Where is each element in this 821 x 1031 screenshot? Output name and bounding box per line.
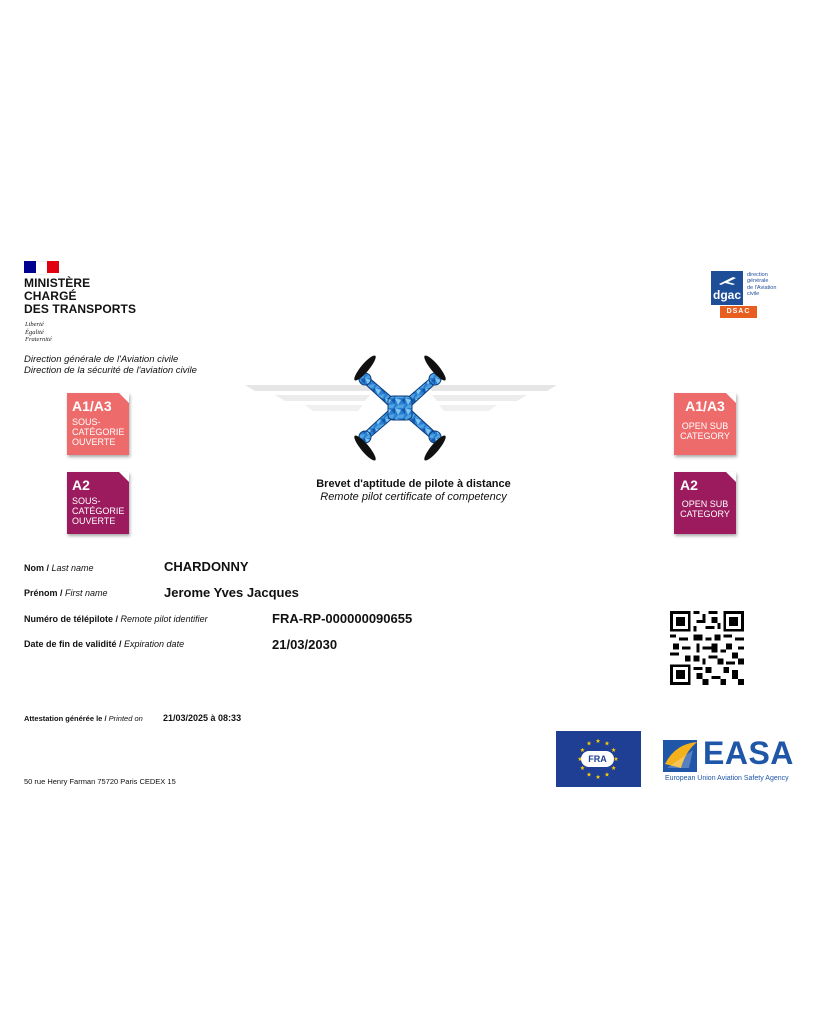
french-flag-logo [24, 261, 59, 273]
badge-text [674, 421, 736, 441]
label-en: Expiration date [124, 639, 185, 649]
badge-line: CATEGORY [680, 431, 730, 441]
badge-a1a3-en [674, 393, 736, 455]
dgac-side-text [747, 272, 776, 297]
easa-subtitle: European Union Aviation Safety Agency [665, 775, 789, 782]
dgac-logo-text: dgac [712, 288, 741, 302]
eu-star [611, 766, 616, 770]
eu-star [605, 741, 610, 745]
label-fr: Prénom / [24, 588, 66, 598]
label-en: Last name [51, 563, 94, 573]
ministry-line-3: DES TRANSPORTS [24, 302, 137, 316]
qr-code [670, 611, 744, 685]
label-fr: Attestation générée le / [24, 714, 109, 723]
badge-line: CATÉGORIE [72, 427, 125, 437]
badge-code: A1/A3 [72, 398, 112, 414]
label-en: First name [65, 588, 108, 598]
badge-code: A1/A3 [685, 398, 725, 414]
dgac-side-line: générale [747, 278, 769, 285]
dsac-label: DSAC [720, 306, 757, 318]
badge-line: OUVERTE [72, 516, 116, 526]
printed-on-label [24, 714, 143, 723]
eu-star [596, 775, 601, 779]
directorate-names [24, 355, 197, 376]
ministry-name [24, 277, 136, 316]
printed-on-value: 21/03/2025 à 08:33 [163, 713, 242, 723]
pilot-id-value: FRA-RP-000000090655 [272, 611, 413, 626]
eu-star [614, 757, 619, 761]
dgac-side-line: civile [747, 290, 760, 297]
fra-country-code: FRA [581, 751, 614, 767]
badge-line: CATEGORY [680, 509, 730, 519]
badge-code: A2 [680, 477, 698, 493]
label-fr: Nom / [24, 563, 52, 573]
ministry-line-1: MINISTÈRE [24, 276, 91, 290]
eu-star [587, 741, 592, 745]
label-fr: Numéro de télépilote / [24, 614, 121, 624]
first-name-value: Jerome Yves Jacques [164, 585, 299, 600]
pilot-id-label [24, 614, 208, 624]
badge-line: OPEN SUB [681, 421, 729, 431]
badge-line: CATÉGORIE [72, 506, 125, 516]
drone-icon [345, 348, 455, 466]
badge-code: A2 [72, 477, 90, 493]
eu-star [587, 772, 592, 776]
dgac-side-line: de l'Aviation [747, 284, 777, 291]
badge-a1a3-fr [67, 393, 129, 455]
direction-line-1: Direction générale de l'Aviation civile [24, 354, 179, 365]
certificate-title-en: Remote pilot certificate of competency [320, 491, 507, 503]
easa-name: EASA [703, 735, 794, 771]
eu-star [580, 766, 585, 770]
last-name-label [24, 563, 94, 573]
easa-logo-icon [663, 738, 699, 774]
eu-star [611, 748, 616, 752]
direction-line-2: Direction de la sécurité de l'aviation civile [24, 364, 197, 376]
eu-fra-flag [556, 731, 641, 787]
ministry-line-2: CHARGÉ [24, 289, 77, 303]
expiry-value: 21/03/2030 [272, 637, 338, 652]
eu-star [605, 772, 610, 776]
last-name-value: CHARDONNY [164, 559, 249, 574]
eu-star [596, 739, 601, 743]
motto-egalite: Égalité [25, 328, 44, 336]
badge-text [72, 417, 124, 447]
label-en: Remote pilot identifier [120, 614, 208, 624]
address: 50 rue Henry Farman 75720 Paris CEDEX 15 [24, 777, 176, 786]
dgac-side-line: direction [747, 272, 768, 278]
motto-liberte: Liberté [25, 321, 44, 328]
certificate-title-fr: Brevet d'aptitude de pilote à distance [316, 478, 511, 490]
badge-line: OUVERTE [72, 437, 116, 447]
badge-line: SOUS- [72, 417, 101, 427]
motto-fraternite: Fraternité [25, 336, 52, 343]
badge-line: OPEN SUB [681, 499, 729, 509]
badge-line: SOUS- [72, 496, 101, 506]
label-fr: Date de fin de validité / [24, 639, 125, 649]
republic-motto [25, 321, 52, 344]
expiry-label [24, 639, 184, 649]
dgac-logo [711, 271, 743, 305]
first-name-label [24, 588, 108, 598]
label-en: Printed on [108, 714, 143, 723]
